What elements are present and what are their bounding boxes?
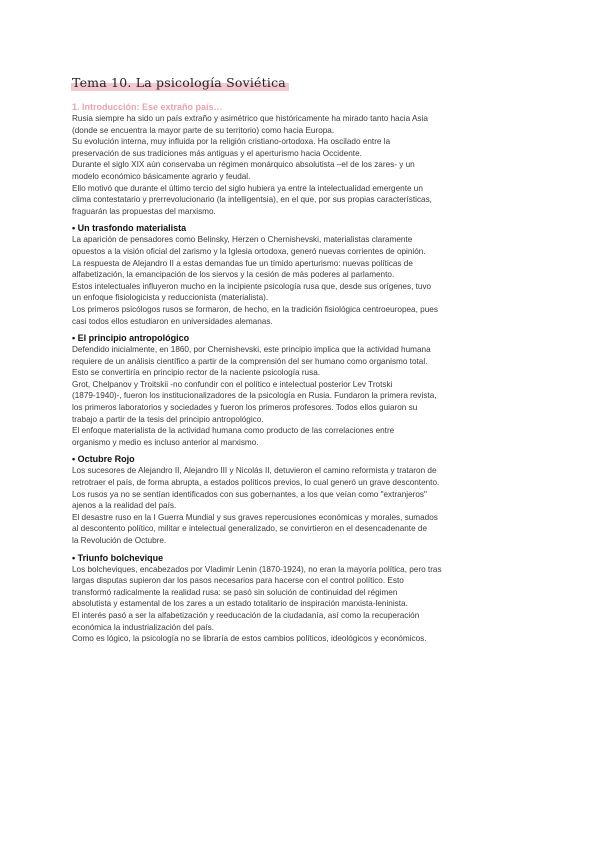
- paragraph-line: Rusia siempre ha sido un país extraño y asimétrico que históricamente ha mirado tanto hacia Asia: [72, 114, 428, 123]
- paragraph-line: Los bolcheviques, encabezados por Vladimir Lenin (1870-1924), no eran la mayoría política, pero tras: [72, 564, 442, 574]
- paragraph-line: opuestos a la visión oficial del zarismo y la Iglesia ortodoxa, generó nuevas corrientes de opinión.: [72, 246, 426, 256]
- section-4: [72, 552, 534, 645]
- paragraph-line: Los sucesores de Alejandro II, Alejandro III y Nicolás II, detuvieron el camino reformista y trataron de: [72, 466, 437, 476]
- section-3: [72, 453, 534, 546]
- paragraph-line: El interés pasó a ser la alfabetización y reeducación de la ciudadanía, así como la recuperación: [72, 610, 420, 620]
- paragraph-line: Ello motivó que durante el último tercio del siglo hubiera ya entre la intelectualidad emergente un: [72, 183, 423, 193]
- paragraph-line: los primeros laboratorios y sociedades y fueron los primeros profesores. Todos ellos guiaron su: [72, 403, 418, 413]
- section-heading: • Octubre Rojo: [72, 454, 135, 465]
- paragraph-line: Esto se convertiría en principio rector de la naciente psicología rusa.: [72, 368, 321, 378]
- paragraph-line: fraguarán las propuestas del marxismo.: [72, 206, 216, 216]
- paragraph-line: requiere de un análisis científico a partir de la comprensión del ser humano como organismo total.: [72, 356, 428, 366]
- paragraph-line: trabajo a partir de la tesis del principio antropológico.: [72, 414, 264, 424]
- section-1: [72, 222, 534, 327]
- paragraph-line: Su evolución interna, muy influida por la religión cristiano-ortodoxa. Ha oscilado entre la: [72, 137, 391, 147]
- document-title: [71, 74, 289, 92]
- section-heading: • Un trasfondo materialista: [72, 223, 187, 234]
- title-wrap: [71, 74, 289, 92]
- section-heading: • Triunfo bolchevique: [72, 552, 164, 563]
- paragraph-line: absolutista y estamental de los zares a un estado totalitario de inspiración marxista-leninista.: [72, 599, 408, 609]
- document-title-text: Tema 10. La psicología Soviética: [72, 75, 286, 90]
- paragraph-line: La aparición de pensadores como Belinsky, Herzen o Chernishevski, materialistas claramente: [72, 235, 413, 245]
- paragraph-line: Estos intelectuales influyeron mucho en la incipiente psicología rusa que, desde sus orígenes, tuvo: [72, 281, 432, 291]
- paragraph-line: Los rusos ya no se sentían identificados con sus gobernantes, a los que veían como "extranjeros": [72, 489, 427, 499]
- paragraph-line: Como es lógico, la psicología no se libraría de estos cambios políticos, ideológicos y económicos.: [72, 634, 427, 644]
- paragraph-line: Los primeros psicólogos rusos se formaron, de hecho, en la tradición fisiológica centroeuropea, pues: [72, 304, 438, 314]
- paragraph-line: largas disputas supieron dar los pasos necesarios para hacerse con el control político. Esto: [72, 576, 404, 586]
- paragraph-line: ajenos a la realidad del país.: [72, 501, 177, 511]
- paragraph-line: clima contestatario y prerrevolucionario (la intelligentsia), en el que, por sus propias características,: [72, 195, 432, 205]
- paragraph-line: la Revolución de Octubre.: [72, 536, 167, 545]
- document-body: [72, 101, 534, 650]
- paragraph-line: El desastre ruso en la I Guerra Mundial y sus graves repercusiones económicas y morales, sumados: [72, 512, 438, 522]
- paragraph-line: preservación de sus tradiciones más antiguas y el aperturismo hacia Occidente.: [72, 148, 362, 158]
- paragraph-line: transformó radicalmente la realidad rusa: se pasó sin solución de continuidad del régimen: [72, 587, 398, 597]
- paragraph-line: (1879-1940)-, fueron los institucionalizadores de la psicología en Rusia. Fundaron la primera revista,: [72, 391, 437, 401]
- paragraph-line: (donde se encuentra la mayor parte de su territorio) como hacia Europa.: [72, 125, 335, 135]
- paragraph-line: organismo y medio es incluso anterior al marxismo.: [72, 437, 259, 447]
- paragraph-line: casi todos ellos estudiaron en universidades alemanas.: [72, 316, 273, 326]
- paragraph-line: retrotraer el país, de forma abrupta, a estados políticos previos, lo cual generó un grave descontento.: [72, 478, 440, 488]
- intro-heading: 1. Introducción: Ese extraño país…: [72, 102, 223, 112]
- paragraph-line: un enfoque fisiologicista y reduccionista (materialista).: [72, 293, 269, 303]
- paragraph-line: Durante el siglo XIX aún conservaba un régimen monárquico absolutista –el de los zares- y un: [72, 160, 415, 170]
- paragraph-line: alfabetización, la emancipación de los siervos y la cesión de más poderes al parlamento.: [72, 270, 395, 280]
- paragraph-line: Defendido inicialmente, en 1860, por Chernishevski, este principio implica que la actividad humana: [72, 345, 431, 355]
- paragraph-line: económica la industrialización del país.: [72, 622, 214, 632]
- paragraph-line: modelo económico básicamente agrario y feudal.: [72, 171, 251, 181]
- section-heading: • El principio antropológico: [72, 333, 190, 344]
- section-2: [72, 332, 534, 448]
- paragraph-line: La respuesta de Alejandro II a estas demandas fue un tímido aperturismo: nuevas políticas de: [72, 258, 413, 268]
- paragraph-line: Grot, Chelpanov y Troitskii -no confundir con el político e intelectual posterior Lev Trotski: [72, 379, 393, 389]
- section-0: [72, 101, 534, 217]
- paragraph-line: El enfoque materialista de la actividad humana como producto de las correlaciones entre: [72, 426, 395, 436]
- paragraph-line: al descontento político, militar e intelectual generalizado, se convirtieron en el desencadenante de: [72, 524, 428, 534]
